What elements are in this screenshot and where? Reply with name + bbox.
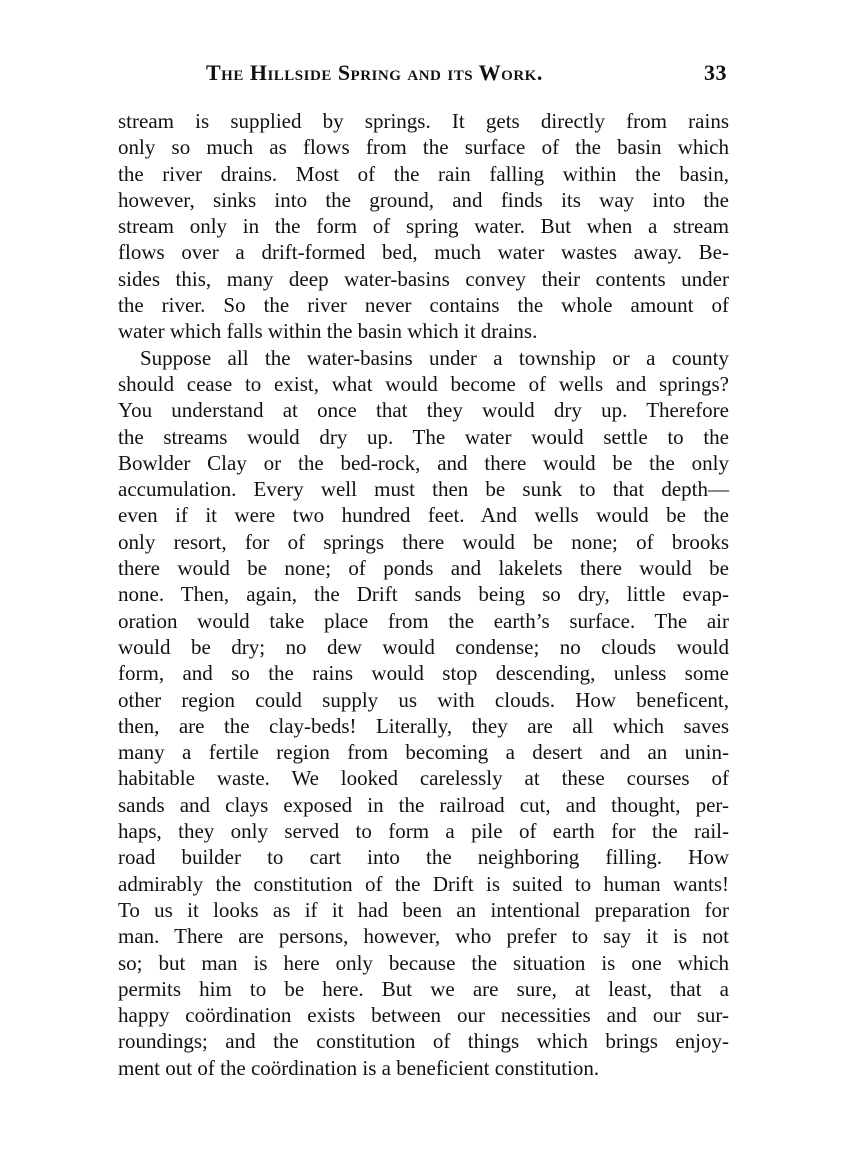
text-line: form, and so the rains would stop descending, unless some: [118, 661, 729, 686]
paragraph-water-basins: [118, 345, 729, 1081]
text-line: happy coördination exists between our necessities and our sur-: [118, 1003, 729, 1028]
text-line: Suppose all the water-basins under a township or a county: [140, 345, 729, 370]
text-line: other region could supply us with clouds. How beneficent,: [118, 687, 729, 712]
text-line: only so much as flows from the surface of the basin which: [118, 135, 729, 160]
text-line: admirably the constitution of the Drift is suited to human wants!: [118, 871, 729, 896]
text-line: even if it were two hundred feet. And wells would be the: [118, 503, 729, 528]
text-line: Bowlder Clay or the bed-rock, and there would be the only: [118, 450, 729, 475]
text-line: habitable waste. We looked carelessly at these courses of: [118, 766, 729, 791]
text-line: road builder to cart into the neighboring filling. How: [118, 845, 729, 870]
text-line: so; but man is here only because the situation is one which: [118, 950, 729, 975]
text-line: sands and clays exposed in the railroad cut, and thought, per-: [118, 792, 729, 817]
text-line: oration would take place from the earth’s surface. The air: [118, 608, 729, 633]
text-line: You understand at once that they would dry up. Therefore: [118, 398, 729, 423]
text-line: should cease to exist, what would become of wells and springs?: [118, 371, 729, 396]
text-line: only resort, for of springs there would be none; of brooks: [118, 529, 729, 554]
text-line: however, sinks into the ground, and finds its way into the: [118, 187, 729, 212]
running-head: [118, 58, 729, 94]
paragraph-water-sources: [118, 108, 729, 345]
text-line: haps, they only served to form a pile of earth for the rail-: [118, 819, 729, 844]
text-line: man. There are persons, however, who prefer to say it is not: [118, 924, 729, 949]
running-title: The Hillside Spring and its Work.: [206, 60, 543, 85]
text-line: then, are the clay-beds! Literally, they are all which saves: [118, 713, 729, 738]
text-line: water which falls within the basin which it drains.: [118, 319, 538, 344]
text-line: roundings; and the constitution of things which brings enjoy-: [118, 1029, 729, 1054]
text-line: many a fertile region from becoming a desert and an unin-: [118, 740, 729, 765]
text-line: the river drains. Most of the rain falling within the basin,: [118, 161, 729, 186]
text-line: would be dry; no dew would condense; no clouds would: [118, 634, 729, 659]
page-number: 33: [704, 60, 727, 85]
body-text: [118, 108, 729, 1081]
text-line: accumulation. Every well must then be sunk to that depth—: [118, 477, 729, 502]
book-page: [118, 58, 729, 1081]
text-line: the streams would dry up. The water would settle to the: [118, 424, 729, 449]
text-line: permits him to be here. But we are sure, at least, that a: [118, 976, 729, 1001]
text-line: the river. So the river never contains the whole amount of: [118, 293, 729, 318]
text-line: none. Then, again, the Drift sands being so dry, little evap-: [118, 582, 729, 607]
text-line: ment out of the coördination is a beneficient constitution.: [118, 1055, 600, 1080]
text-line: there would be none; of ponds and lakelets there would be: [118, 556, 729, 581]
text-line: flows over a drift-formed bed, much water wastes away. Be-: [118, 240, 729, 265]
text-line: sides this, many deep water-basins convey their contents under: [118, 266, 729, 291]
text-line: To us it looks as if it had been an intentional preparation for: [118, 897, 729, 922]
text-line: stream only in the form of spring water. But when a stream: [118, 214, 729, 239]
text-line: stream is supplied by springs. It gets directly from rains: [118, 109, 729, 133]
